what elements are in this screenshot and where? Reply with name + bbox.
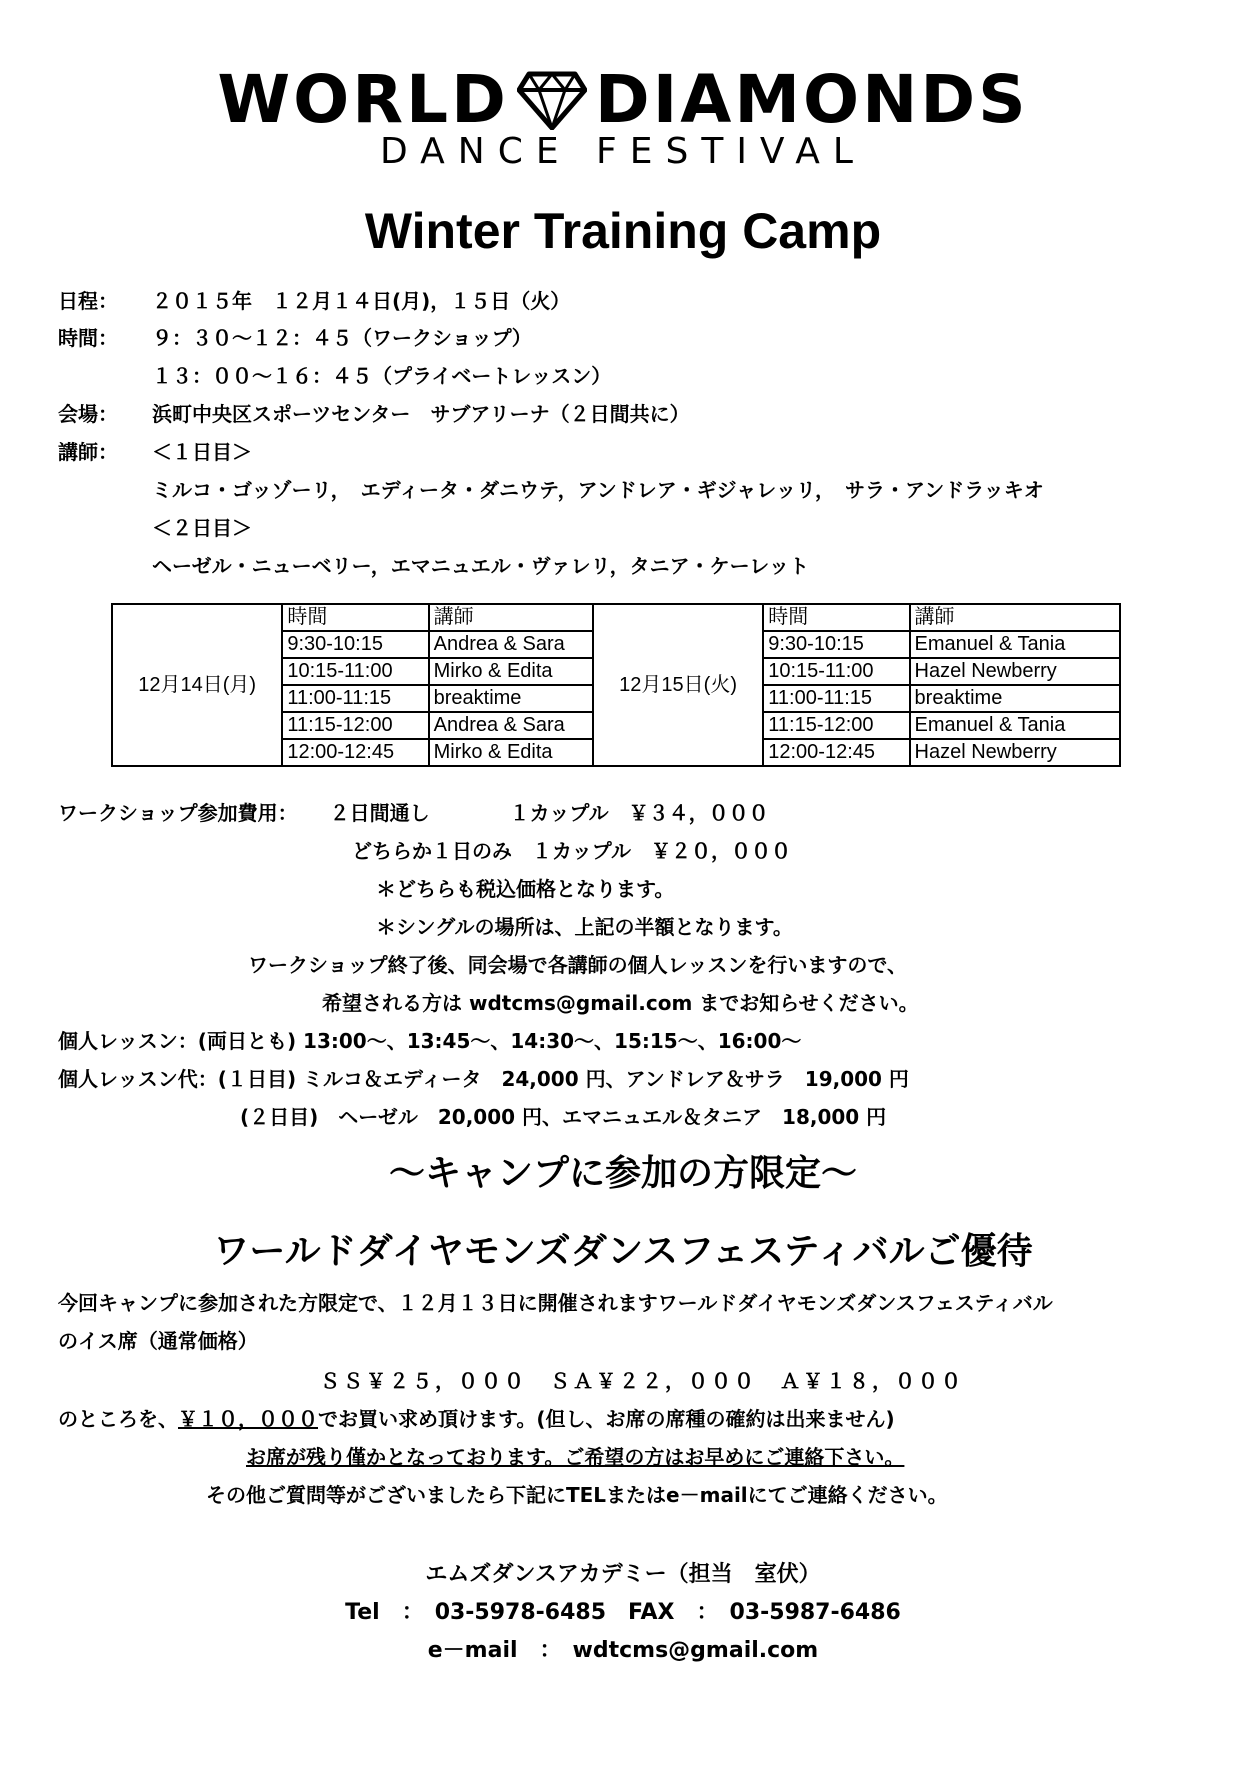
venue-label: 会場： xyxy=(58,402,118,426)
teacher-row xyxy=(58,439,252,465)
private-lesson-price-day2: (２日目) ヘーゼル 20,000 円、エマニュエル＆タニア 18,000 円 xyxy=(240,1105,887,1129)
table-cell-teacher: Andrea & Sara xyxy=(429,712,593,739)
table-cell-time: 11:00-11:15 xyxy=(763,685,909,712)
table-cell-time: 10:15-11:00 xyxy=(282,658,428,685)
date-value: ２０１５年 １２月１４日(月)，１５日（火） xyxy=(152,289,571,313)
day2-teachers-row xyxy=(58,553,809,579)
table-cell-time: 11:00-11:15 xyxy=(282,685,428,712)
fees-note-lessons: ワークショップ終了後、同会場で各講師の個人レッスンを行いますので、 xyxy=(248,953,907,977)
time-value-workshop: ９：３０～１２：４５（ワークショップ） xyxy=(152,326,532,350)
table-header-time: 時間 xyxy=(282,604,428,631)
table-header-time: 時間 xyxy=(763,604,909,631)
logo-word-world: WORLD xyxy=(217,60,509,138)
day2-heading: ＜２日目＞ xyxy=(152,516,252,540)
fees-label: ワークショップ参加費用： xyxy=(58,801,298,825)
promo-text-3-post: でお買い求め頂けます。(但し、お席の席種の確約は出来ません) xyxy=(318,1407,895,1431)
day1-heading: ＜１日目＞ xyxy=(152,440,252,464)
table-cell-teacher: Emanuel & Tania xyxy=(910,631,1120,658)
table-cell-teacher: Emanuel & Tania xyxy=(910,712,1120,739)
teacher-label: 講師： xyxy=(58,440,118,464)
venue-row xyxy=(58,401,690,427)
promo-heading-limited: ～キャンプに参加の方限定～ xyxy=(388,1153,857,1194)
venue-value: 浜町中央区スポーツセンター サブアリーナ（２日間共に） xyxy=(152,402,690,426)
table-cell-time: 9:30-10:15 xyxy=(763,631,909,658)
schedule-table xyxy=(111,603,1121,767)
promo-text-2: のイス席（通常価格） xyxy=(58,1329,258,1353)
logo-word-diamonds: DIAMONDS xyxy=(594,60,1029,138)
table-cell-teacher: breaktime xyxy=(910,685,1120,712)
fees-note-single: ＊シングルの場所は、上記の半額となります。 xyxy=(376,915,793,939)
table-cell-time: 12:00-12:45 xyxy=(763,739,909,766)
time-value-private: １３：００～１６：４５（プライベートレッスン） xyxy=(152,364,612,388)
day2-heading-row xyxy=(58,515,252,541)
table-cell-teacher: breaktime xyxy=(429,685,593,712)
table-cell-teacher: Mirko & Edita xyxy=(429,658,593,685)
fees-row-1 xyxy=(58,800,769,826)
day2-teachers: ヘーゼル・ニューベリー，エマニュエル・ヴァレリ，タニア・ケーレット xyxy=(152,554,809,578)
promo-text-4: お席が残り僅かとなっております。ご希望の方はお早めにご連絡下さい。 xyxy=(246,1445,905,1469)
contact-phone: Tel ： 03-5978-6485 FAX ： 03-5987-6486 xyxy=(345,1600,901,1625)
fees-line-1: ２日間通し １カップル ￥３４，０００ xyxy=(329,801,769,825)
promo-text-1: 今回キャンプに参加された方限定で、１２月１３日に開催されますワールドダイヤモンズダンスフェスティバル xyxy=(58,1291,1053,1315)
table-cell-teacher: Hazel Newberry xyxy=(910,739,1120,766)
table-cell-time: 10:15-11:00 xyxy=(763,658,909,685)
logo-subtitle: DANCE FESTIVAL xyxy=(380,131,866,172)
promo-text-5: その他ご質問等がございましたら下記にTELまたはe－mailにてご連絡ください。 xyxy=(206,1483,948,1507)
day1-date-cell: 12月14日(月) xyxy=(112,604,282,766)
table-cell-time: 12:00-12:45 xyxy=(282,739,428,766)
time-label: 時間： xyxy=(58,326,118,350)
fees-note-contact: 希望される方は wdtcms@gmail.com までお知らせください。 xyxy=(322,991,919,1015)
contact-org: エムズダンスアカデミー（担当 室伏） xyxy=(425,1562,821,1587)
promo-special-price: ￥１０，０００ xyxy=(178,1407,318,1431)
table-cell-teacher: Andrea & Sara xyxy=(429,631,593,658)
table-header-teacher: 講師 xyxy=(429,604,593,631)
table-row xyxy=(112,604,1120,631)
fees-note-tax: ＊どちらも税込価格となります。 xyxy=(376,877,675,901)
table-header-teacher: 講師 xyxy=(910,604,1120,631)
time-row xyxy=(58,325,532,351)
private-lesson-price-day1: 個人レッスン代：(１日目) ミルコ＆エディータ 24,000 円、アンドレア＆サラ 19,000 円 xyxy=(58,1067,909,1091)
table-cell-time: 9:30-10:15 xyxy=(282,631,428,658)
contact-email: e－mail ： wdtcms@gmail.com xyxy=(427,1638,819,1663)
date-label: 日程： xyxy=(58,289,118,313)
table-cell-time: 11:15-12:00 xyxy=(763,712,909,739)
day2-date-cell: 12月15日(火) xyxy=(593,604,763,766)
table-cell-teacher: Mirko & Edita xyxy=(429,739,593,766)
table-cell-time: 11:15-12:00 xyxy=(282,712,428,739)
day1-teachers-row xyxy=(58,477,1044,503)
date-row xyxy=(58,288,570,314)
promo-seat-prices: ＳＳ￥２５，０００ ＳＡ￥２２，０００ Ａ￥１８，０００ xyxy=(320,1369,964,1393)
festival-logo xyxy=(0,56,1246,140)
day1-teachers: ミルコ・ゴッゾーリ， エディータ・ダニウテ，アンドレア・ギジャレッリ， サラ・アンドラッキオ xyxy=(152,478,1044,502)
private-lesson-times: 個人レッスン：(両日とも) 13:00～、13:45～、14:30～、15:15～、16:00～ xyxy=(58,1029,802,1053)
promo-text-3 xyxy=(58,1406,895,1432)
fees-line-2: どちらか１日のみ １カップル ￥２０，０００ xyxy=(352,839,791,863)
promo-text-3-pre: のところを、 xyxy=(58,1407,178,1431)
diamond-icon xyxy=(517,70,587,130)
promo-heading-festival: ワールドダイヤモンズダンスフェスティバルご優待 xyxy=(213,1231,1033,1272)
time-row-2 xyxy=(58,363,611,389)
page-title: Winter Training Camp xyxy=(364,203,882,259)
table-cell-teacher: Hazel Newberry xyxy=(910,658,1120,685)
